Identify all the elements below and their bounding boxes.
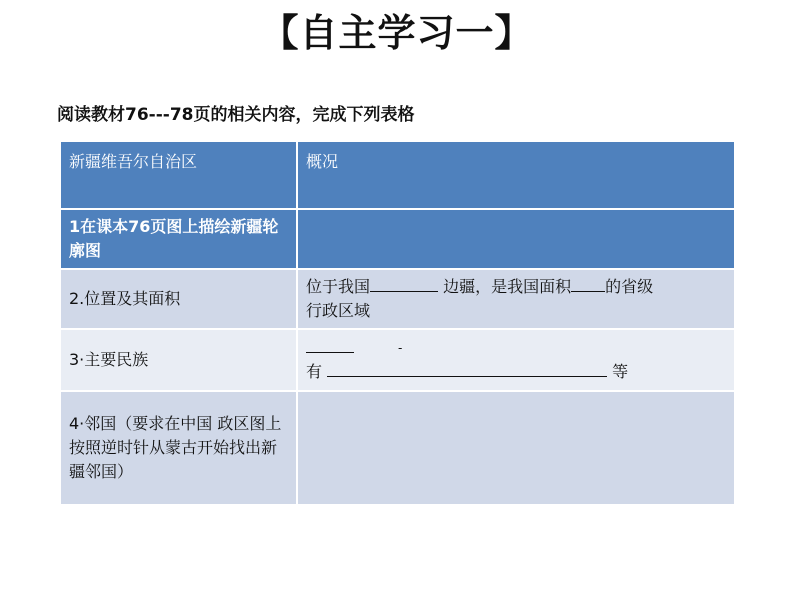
ethnic-prefix: 有 <box>306 362 328 381</box>
ethnic-first-line <box>306 336 726 360</box>
row-neighbors-label: 4·邻国（要求在中国 政区图上按照逆时针从蒙古开始找出新疆邻国） <box>60 391 297 505</box>
instruction-text: 阅读教材76---78页的相关内容，完成下列表格 <box>57 105 415 125</box>
row-ethnic-answer <box>297 329 735 391</box>
table-row <box>60 269 735 329</box>
area-blank <box>571 275 605 292</box>
location-blank <box>370 275 438 292</box>
row-location-label: 2.位置及其面积 <box>60 269 297 329</box>
header-overview-cell: 概况 <box>297 141 735 209</box>
row-location-answer <box>297 269 735 329</box>
location-text-2: 边疆，是我国面积 <box>438 277 572 296</box>
ethnic-second-line <box>306 360 726 384</box>
overview-table <box>59 140 736 506</box>
ethnic-suffix: 等 <box>607 362 629 381</box>
ethnic-blank-short <box>306 336 354 353</box>
table-row <box>60 329 735 391</box>
dash-mark: - <box>398 341 403 355</box>
location-text-3: 的省级 <box>605 277 654 296</box>
page-title: 【自主学习一】 <box>260 11 534 55</box>
table-header-row <box>60 141 735 209</box>
table-row <box>60 209 735 269</box>
row-ethnic-label: 3·主要民族 <box>60 329 297 391</box>
row-outline-label: 1在课本76页图上描绘新疆轮廓图 <box>60 209 297 269</box>
row-outline-answer <box>297 209 735 269</box>
location-text-1: 位于我国 <box>306 277 371 296</box>
ethnic-blank-long <box>327 360 607 377</box>
table-row <box>60 391 735 505</box>
header-region-cell: 新疆维吾尔自治区 <box>60 141 297 209</box>
row-neighbors-answer <box>297 391 735 505</box>
location-text-4: 行政区域 <box>306 301 371 320</box>
